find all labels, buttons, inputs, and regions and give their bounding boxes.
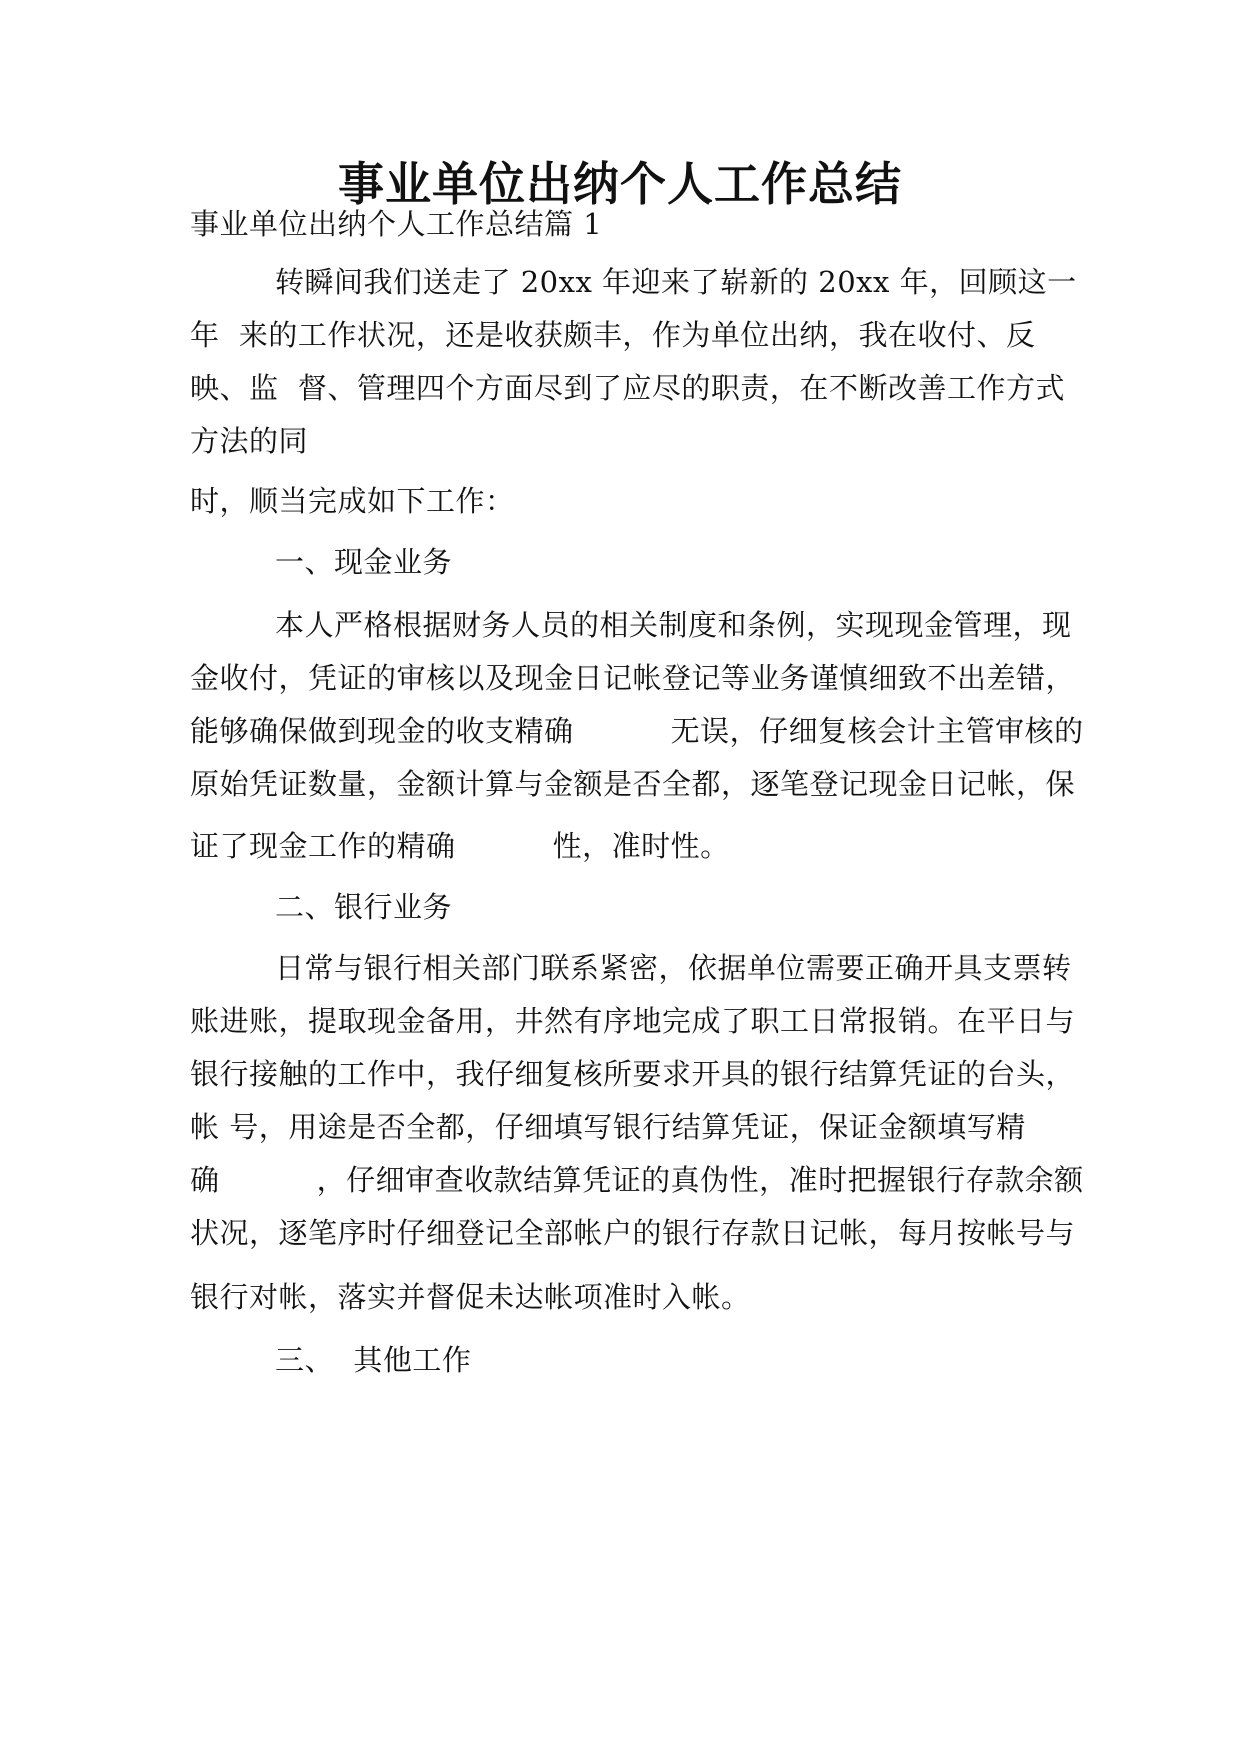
paragraph-line: 本人严格根据财务人员的相关制度和条例，实现现金管理，现 xyxy=(275,608,1072,642)
paragraph-line: 证了现金工作的精确 性，准时性。 xyxy=(190,829,730,863)
section-heading: 一、现金业务 xyxy=(275,545,453,579)
paragraph-line: 转瞬间我们送走了 20xx 年迎来了崭新的 20xx 年，回顾这一 xyxy=(275,265,1077,299)
paragraph-line: 日常与银行相关部门联系紧密，依据单位需要正确开具支票转 xyxy=(275,951,1072,985)
paragraph-line: 年 来的工作状况，还是收获颇丰，作为单位出纳，我在收付、反 xyxy=(190,318,1036,352)
section-heading: 二、银行业务 xyxy=(275,890,453,924)
paragraph-line: 状况，逐笔序时仔细登记全部帐户的银行存款日记帐，每月按帐号与 xyxy=(190,1216,1076,1250)
paragraph-line: 银行接触的工作中，我仔细复核所要求开具的银行结算凭证的台头， xyxy=(190,1057,1076,1091)
paragraph-line: 账进账，提取现金备用，井然有序地完成了职工日常报销。在平日与 xyxy=(190,1004,1076,1038)
paragraph-line: 原始凭证数量，金额计算与金额是否全都，逐笔登记现金日记帐，保 xyxy=(190,767,1076,801)
paragraph-line: 能够确保做到现金的收支精确 无误，仔细复核会计主管审核的 xyxy=(190,714,1084,748)
paragraph-line: 方法的同 xyxy=(190,424,309,458)
paragraph-line: 银行对帐，落实并督促未达帐项准时入帐。 xyxy=(190,1280,751,1314)
section-heading: 三、 其他工作 xyxy=(275,1343,472,1377)
paragraph-line: 确 ，仔细审查收款结算凭证的真伪性，准时把握银行存款余额 xyxy=(190,1163,1084,1197)
section-heading: 事业单位出纳个人工作总结篇 1 xyxy=(190,207,603,241)
paragraph-line: 帐 号，用途是否全都，仔细填写银行结算凭证，保证金额填写精 xyxy=(190,1110,1026,1144)
page-title: 事业单位出纳个人工作总结 xyxy=(338,157,902,211)
paragraph-line: 金收付，凭证的审核以及现金日记帐登记等业务谨慎细致不出差错， xyxy=(190,661,1076,695)
paragraph-line: 映、监 督、管理四个方面尽到了应尽的职责，在不断改善工作方式 xyxy=(190,371,1065,405)
paragraph-line: 时，顺当完成如下工作： xyxy=(190,484,515,518)
